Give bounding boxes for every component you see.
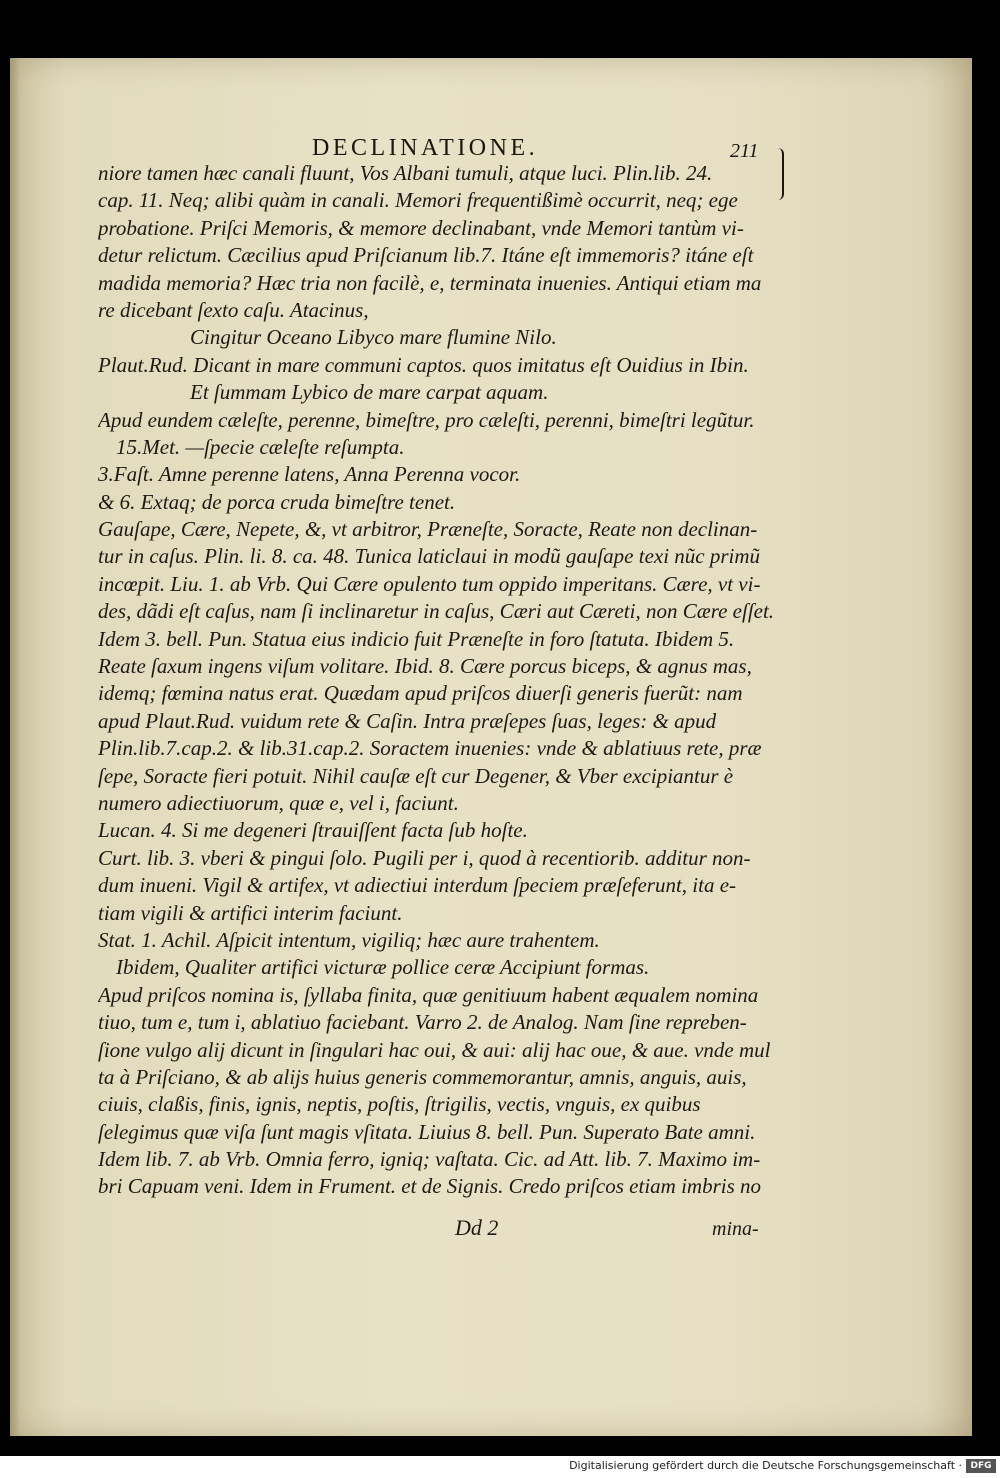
text-line: Idem lib. 7. ab Vrb. Omnia ferro, igniq; vaſtata. Cic. ad Att. lib. 7. Maximo im-	[98, 1147, 761, 1172]
text-line: apud Plaut.Rud. vuidum rete & Caſin. Intra præſepes ſuas, leges: & apud	[98, 708, 717, 733]
text-line: re dicebant ſexto caſu. Atacinus,	[98, 297, 369, 322]
text-line: detur relictum. Cæcilius apud Priſcianum lib.7. Itáne eſt immemoris? itáne eſt	[98, 243, 754, 268]
running-head: DECLINATIONE.	[312, 135, 539, 161]
page-number: 211	[730, 140, 759, 162]
citation-line: 15.Met. —ſpecie cæleſte reſumpta.	[116, 434, 405, 459]
text-line: tiam vigili & artifici interim faciunt.	[98, 900, 403, 925]
signature-mark: Dd 2	[455, 1215, 499, 1240]
text-line: ciuis, claßis, finis, ignis, neptis, poſtis, ſtrigilis, vectis, vnguis, ex quibus	[98, 1092, 701, 1117]
citation-line: Lucan. 4. Si me degeneri ſtrauiſſent facta ſub hoſte.	[98, 818, 528, 843]
text-line: des, dãdi eſt caſus, nam ſi inclinaretur in caſus, Cæri aut Cæreti, non Cære eſſet.	[98, 599, 775, 624]
text-line: Apud eundem cæleſte, perenne, bimeſtre, pro cæleſti, perenni, bimeſtri legũtur.	[98, 407, 755, 432]
text-line: idemq; fœmina natus erat. Quædam apud priſcos diuerſi generis fuerũt: nam	[98, 681, 743, 706]
citation-line: 3.Faſt. Amne perenne latens, Anna Perenna vocor.	[98, 462, 521, 487]
text-line: ta à Priſciano, & ab alijs huius generis commemorantur, amnis, anguis, auis,	[98, 1064, 747, 1089]
body-text	[98, 160, 778, 1201]
text-line: Apud priſcos nomina is, ſyllaba finita, quæ genitiuum habent æqualem nomina	[98, 982, 759, 1007]
text-line: Curt. lib. 3. vberi & pingui ſolo. Pugili per i, quod à recentiorib. additur non-	[98, 845, 751, 870]
citation-line: & 6. Extaq; de porca cruda bimeſtre tenet.	[98, 489, 456, 514]
text-line: cap. 11. Neq; alibi quàm in canali. Memori frequentißimè occurrit, neq; ege	[98, 188, 738, 213]
text-line: Idem 3. bell. Pun. Statua eius indicio fuit Præneſte in foro ſtatuta. Ibidem 5.	[98, 626, 735, 651]
catchword: mina-	[712, 1218, 759, 1240]
citation-line: Ibidem, Qualiter artifici victuræ pollice ceræ Accipiunt formas.	[116, 955, 650, 980]
funding-credit: Digitalisierung gefördert durch die Deutsche Forschungsgemeinschaft ·	[569, 1459, 962, 1472]
citation-line: Stat. 1. Achil. Aſpicit intentum, vigiliq; hæc aure trahentem.	[98, 927, 600, 952]
text-line: Reate ſaxum ingens viſum volitare. Ibid. 8. Cære porcus biceps, & agnus mas,	[98, 654, 752, 679]
text-line: Plin.lib.7.cap.2. & lib.31.cap.2. Soractem inuenies: vnde & ablatiuus rete, præ	[98, 736, 762, 761]
text-line: Plaut.Rud. Dicant in mare communi captos. quos imitatus eſt Ouidius in Ibin.	[98, 352, 749, 377]
text-line: bri Capuam veni. Idem in Frument. et de Signis. Credo priſcos etiam imbris no	[98, 1174, 761, 1199]
text-line: Gauſape, Cære, Nepete, &, vt arbitror, Præneſte, Soracte, Reate non declinan-	[98, 517, 758, 542]
verse-line: Et ſummam Lybico de mare carpat aquam.	[190, 380, 549, 405]
text-line: tur in caſus. Plin. li. 8. ca. 48. Tunica laticlaui in modũ gauſape texi nũc primũ	[98, 544, 761, 569]
text-line: dum inueni. Vigil & artifex, vt adiectiui interdum ſpeciem præſeferunt, ita e-	[98, 873, 737, 898]
verse-line: Cingitur Oceano Libyco mare flumine Nilo.	[190, 325, 557, 350]
text-line: probatione. Priſci Memoris, & memore declinabant, vnde Memori tantùm vi-	[98, 215, 744, 240]
text-line: incœpit. Liu. 1. ab Vrb. Qui Cære opulento tum oppido imperitans. Cære, vt vi-	[98, 571, 761, 596]
page-edge-shadow	[10, 58, 20, 1436]
text-line: ſelegimus quæ viſa ſunt magis vſitata. Liuius 8. bell. Pun. Superato Bate amni.	[98, 1119, 756, 1144]
text-line: niore tamen hæc canali fluunt, Vos Albani tumuli, atque luci. Plin.lib. 24.	[98, 161, 713, 185]
text-line: tiuo, tum e, tum i, ablatiuo faciebant. Varro 2. de Analog. Nam ſine repreben-	[98, 1010, 747, 1035]
text-line: numero adiectiuorum, quæ e, vel i, faciunt.	[98, 790, 459, 815]
text-line: ſepe, Soracte fieri potuit. Nihil cauſæ eſt cur Degener, & Vber excipiantur è	[98, 763, 734, 788]
text-line: madida memoria? Hæc tria non facilè, e, terminata inuenies. Antiqui etiam ma	[98, 270, 762, 295]
dfg-logo: DFG	[966, 1459, 996, 1473]
text-line: ſione vulgo alij dicunt in ſingulari hac oui, & aui: alij hac oue, & aue. vnde mul	[98, 1037, 771, 1062]
footer-bar	[0, 1456, 1000, 1478]
